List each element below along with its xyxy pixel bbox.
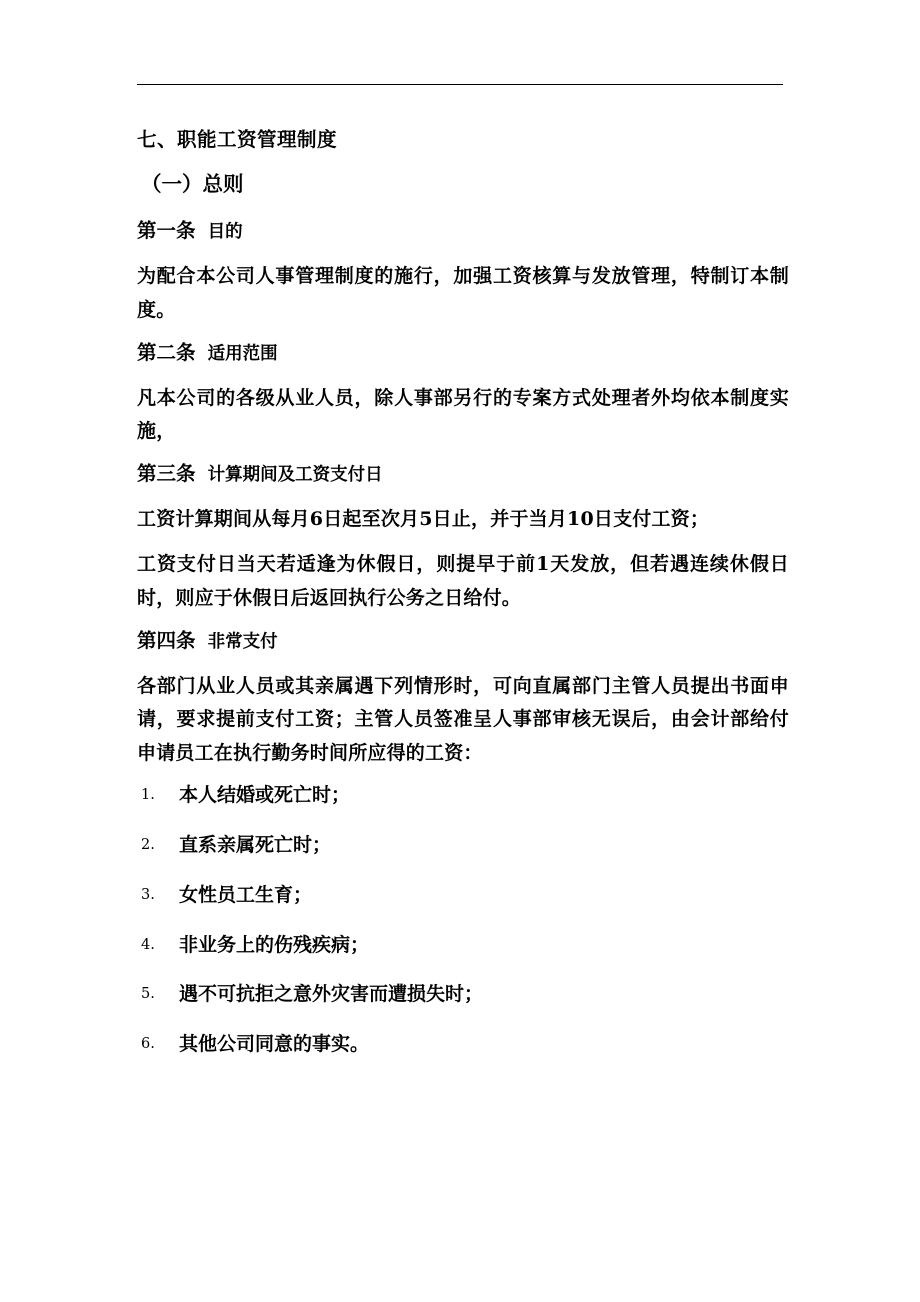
- clause-paragraph: 工资支付日当天若适逢为休假日，则提早于前1天发放，但若遇连续休假日时，则应于休假日后返回执行公务之日给付。: [137, 553, 789, 609]
- clause-number: 第二条: [137, 340, 196, 364]
- list-marker: 2.: [141, 836, 155, 853]
- clause-name: 适用范围: [207, 343, 278, 364]
- list-marker: 3.: [141, 886, 155, 903]
- page-title: 七、职能工资管理制度: [137, 128, 338, 151]
- list-item: [137, 784, 789, 807]
- clause-paragraph: 为配合本公司人事管理制度的施行，加强工资核算与发放管理，特制订本制度。: [137, 264, 789, 321]
- clause-heading-2: [137, 341, 789, 365]
- clause-4-list: [137, 784, 789, 1056]
- clause-number: 第三条: [137, 462, 196, 486]
- list-marker: 5.: [141, 986, 155, 1003]
- document-body: [137, 128, 789, 1083]
- clause-paragraph: 工资计算期间从每月6日起至次月5日止，并于当月10日支付工资；: [137, 508, 710, 531]
- clause-paragraph: 凡本公司的各级从业人员，除人事部另行的专案方式处理者外均依本制度实施，: [137, 386, 789, 443]
- clause-name: 目的: [207, 221, 243, 242]
- clause-number: 第四条: [137, 628, 196, 652]
- list-item-text: 非业务上的伤残疾病；: [179, 933, 370, 956]
- clause-number: 第一条: [137, 218, 196, 242]
- clause-heading-1: [137, 219, 789, 243]
- list-marker: 4.: [141, 936, 155, 953]
- list-item-text: 女性员工生育；: [179, 883, 313, 906]
- list-item-text: 本人结婚或死亡时；: [179, 784, 351, 807]
- list-item: [137, 884, 789, 907]
- list-item: [137, 834, 789, 857]
- clause-name: 计算期间及工资支付日: [207, 465, 383, 486]
- clause-name: 非常支付: [207, 631, 278, 652]
- clause-heading-3: [137, 462, 789, 486]
- list-marker: 6.: [141, 1036, 155, 1053]
- clause-paragraph: 各部门从业人员或其亲属遇下列情形时，可向直属部门主管人员提出书面申请，要求提前支付工资；主管人员签准呈人事部审核无误后，由会计部给付申请员工在执行勤务时间所应得的工资：: [137, 674, 789, 765]
- clause-heading-4: [137, 629, 789, 653]
- list-item-text: 遇不可抗拒之意外灾害而遭损失时；: [179, 983, 484, 1006]
- list-item-text: 其他公司同意的事实。: [179, 1033, 370, 1056]
- list-marker: 1.: [141, 787, 155, 804]
- list-item: [137, 1033, 789, 1056]
- list-item: [137, 983, 789, 1006]
- list-item: [137, 934, 789, 957]
- header-divider: [137, 84, 783, 85]
- list-item-text: 直系亲属死亡时；: [179, 833, 332, 856]
- subsection-title: （一）总则: [141, 172, 244, 197]
